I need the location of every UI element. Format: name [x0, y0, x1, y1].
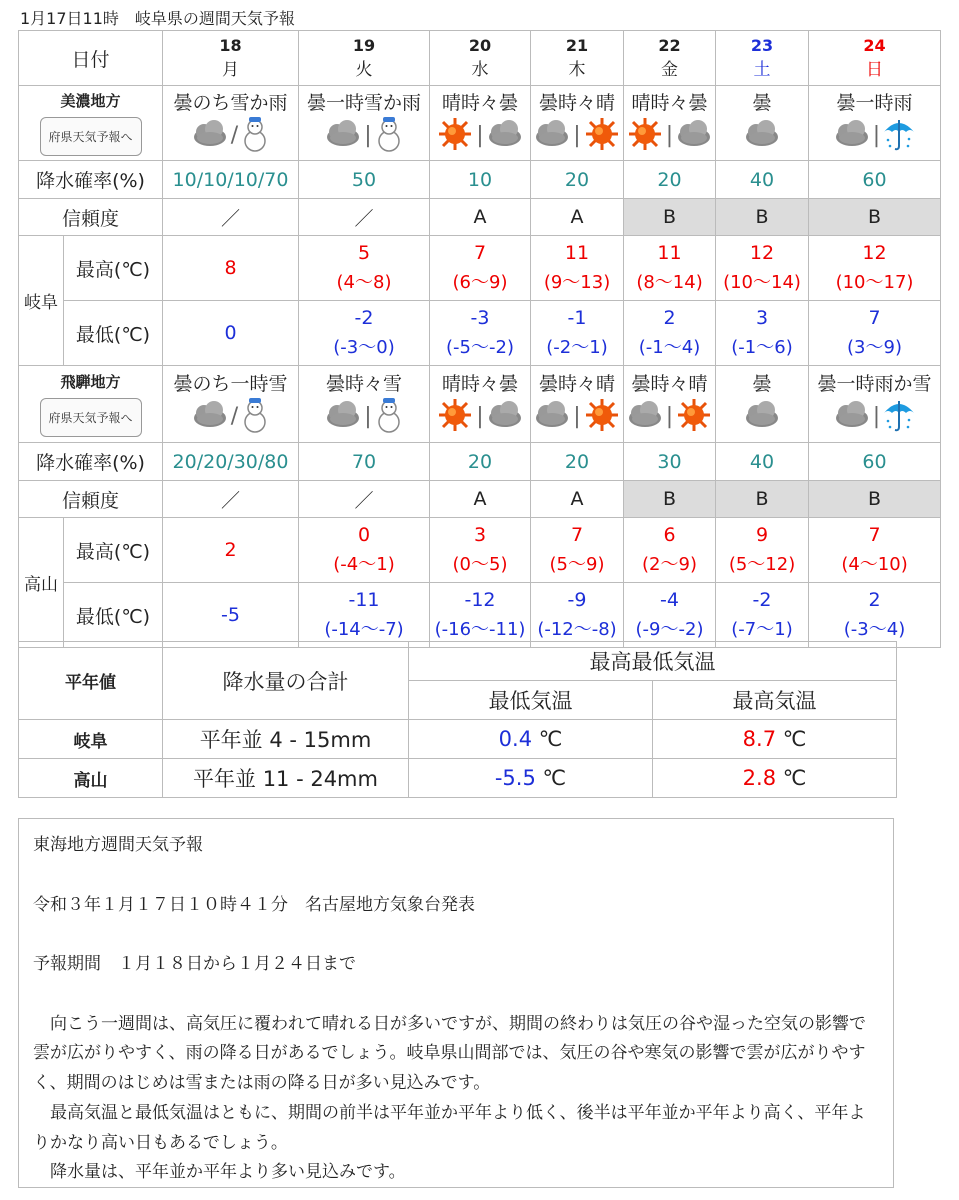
sun-icon [583, 117, 621, 156]
temp-value: 8 [224, 256, 237, 279]
temp-value: 7 [473, 242, 487, 265]
reliability-value: ／ [163, 199, 299, 236]
cloud-icon [191, 398, 229, 437]
reliability-value: B [716, 199, 809, 236]
temp-value: 5 [357, 242, 371, 265]
reliability-value: B [624, 481, 716, 518]
max-label: 最高(℃) [64, 518, 163, 583]
min-temp [163, 301, 299, 366]
temp-value: -1 [567, 307, 587, 330]
min-normal [409, 759, 653, 798]
cloud-icon [626, 398, 664, 437]
reliability-label: 信頼度 [19, 199, 163, 236]
mino-reliability-row [19, 199, 941, 236]
weather-cell: 晴時々曇 | [430, 366, 531, 443]
temp-header: 最高最低気温 [409, 642, 897, 681]
cloud-icon [324, 398, 362, 437]
pop-label: 降水確率(%) [19, 443, 163, 481]
temp-value: 6 [663, 524, 676, 547]
day-cell [716, 31, 809, 86]
max-temp [716, 518, 809, 583]
weather-cell: 晴時々曇 | [430, 86, 531, 161]
temp-value: -9 [567, 589, 587, 612]
cloud-icon [833, 117, 871, 156]
pref-forecast-button[interactable]: 府県天気予報へ [40, 398, 142, 437]
pop-value: 60 [809, 161, 941, 199]
day-number: 20 [468, 36, 492, 55]
cloud-icon [743, 117, 781, 156]
unit: ℃ [782, 766, 807, 790]
region-name: 美濃地方 [60, 92, 121, 110]
day-of-week: 日 [866, 60, 884, 80]
weather-text: 曇時々雪 [326, 372, 403, 395]
temp-range: (2～9) [642, 553, 697, 575]
weather-cell: 曇時々晴 | [531, 366, 624, 443]
reliability-value: A [531, 199, 624, 236]
unit: ℃ [538, 727, 563, 751]
pop-label: 降水確率(%) [19, 161, 163, 199]
date-row [19, 31, 941, 86]
weather-cell: 曇時々雪 | [299, 366, 430, 443]
temp-range: (-4～1) [333, 553, 395, 575]
forecast-paragraph: 最高気温と最低気温はともに、期間の前半は平年並か平年より低く、後半は平年並か平年より高く、平年よりかなり高い日もあるでしょう。 [33, 1102, 866, 1153]
min-temp [809, 583, 941, 648]
max-temp [624, 236, 716, 301]
weather-text: 曇のち雪か雨 [173, 91, 288, 114]
min-temp [624, 301, 716, 366]
region-name: 飛騨地方 [60, 373, 121, 391]
min-temp [531, 301, 624, 366]
temp-range: (4～8) [336, 271, 392, 293]
pop-value: 20/20/30/80 [163, 443, 299, 481]
page-title: 1月17日11時 岐阜県の週間天気予報 [20, 9, 295, 28]
min-temp [299, 301, 430, 366]
normals-label: 平年値 [19, 642, 163, 720]
day-number: 22 [658, 36, 681, 55]
cloud-icon [833, 398, 871, 437]
max-temp [531, 236, 624, 301]
weather-text: 曇一時雪か雨 [307, 91, 422, 114]
day-cell [430, 31, 531, 86]
temp-range: (-3～0) [333, 336, 395, 358]
max-temp [163, 236, 299, 301]
min-temp [716, 301, 809, 366]
temp-value: 0 [224, 321, 237, 344]
day-of-week: 火 [355, 60, 373, 80]
temp-range: (-14～-7) [324, 618, 404, 640]
pop-value: 20 [430, 443, 531, 481]
temp-range: (-16～-11) [434, 618, 526, 640]
pop-value: 50 [299, 161, 430, 199]
weather-cell: 曇時々晴 | [531, 86, 624, 161]
reliability-value: B [716, 481, 809, 518]
temp-range: (-1～6) [731, 336, 793, 358]
pop-value: 20 [531, 161, 624, 199]
temp-range: (3～9) [847, 336, 902, 358]
min-normal-value: -5.5 [494, 766, 536, 790]
weather-text: 曇 [752, 91, 772, 114]
pop-value: 40 [716, 161, 809, 199]
snowman-icon [374, 397, 404, 438]
temp-range: (6～9) [452, 271, 508, 293]
pref-forecast-button[interactable]: 府県天気予報へ [40, 117, 142, 156]
min-label: 最低(℃) [64, 583, 163, 648]
temp-range: (4～10) [841, 553, 908, 575]
temp-range: (-9～-2) [635, 618, 704, 640]
day-of-week: 月 [222, 60, 240, 80]
max-temp [624, 518, 716, 583]
temp-range: (-2～1) [546, 336, 608, 358]
max-temp [531, 518, 624, 583]
temp-value: -11 [348, 589, 380, 612]
temp-value: 2 [224, 538, 237, 561]
mino-weather-row [19, 86, 941, 161]
reliability-value: A [430, 199, 531, 236]
temp-value: 9 [755, 524, 769, 547]
temp-value: -2 [752, 589, 772, 612]
cloud-icon [675, 117, 713, 156]
temp-range: (-3～4) [843, 618, 906, 640]
weather-cell [716, 366, 809, 443]
station-name: 高山 [19, 759, 163, 798]
day-number: 21 [565, 36, 589, 55]
forecast-paragraph: 向こう一週間は、高気圧に覆われて晴れる日が多いですが、期間の終わりは気圧の谷や湿った空気の影響で雲が広がりやすく、雨の降る日があるでしょう。岐阜県山間部では、気圧の谷や寒気の影響で雲が広がりやすく、期間のはじめは雪または雨の降る日が多い見込みです。 [33, 1013, 866, 1093]
day-number: 23 [750, 36, 774, 55]
cloud-icon [191, 117, 229, 156]
weather-cell: 晴時々曇 | [624, 86, 716, 161]
temp-value: 7 [868, 524, 881, 547]
temp-value: 7 [868, 307, 881, 330]
city-gifu: 岐阜 [19, 236, 64, 366]
precip-normal: 平年並 11 - 24mm [163, 759, 409, 798]
max-temp [430, 518, 531, 583]
day-cell [163, 31, 299, 86]
cloud-icon [486, 117, 524, 156]
region-cell-mino [19, 86, 163, 161]
max-normal [653, 759, 897, 798]
cloud-icon [486, 398, 524, 437]
temp-value: -4 [660, 589, 679, 612]
min-temp [531, 583, 624, 648]
weather-text: 曇一時雨 [836, 91, 913, 114]
weather-text: 曇時々晴 [539, 91, 616, 114]
temp-value: 11 [564, 242, 590, 265]
reliability-value: B [624, 199, 716, 236]
weather-text: 曇のち一時雪 [173, 372, 288, 395]
day-number: 19 [352, 36, 376, 55]
pop-value: 10/10/10/70 [163, 161, 299, 199]
pop-value: 10 [430, 161, 531, 199]
reliability-value: ／ [299, 481, 430, 518]
pop-value: 20 [624, 161, 716, 199]
min-temp [624, 583, 716, 648]
unit: ℃ [782, 727, 807, 751]
snowman-icon [374, 116, 404, 157]
weather-cell: 曇のち雪か雨 / [163, 86, 299, 161]
temp-range: (9～13) [543, 271, 611, 293]
reliability-value: B [809, 199, 941, 236]
hida-weather-row [19, 366, 941, 443]
sun-icon [675, 398, 713, 437]
max-temp [809, 518, 941, 583]
weather-text: 晴時々曇 [442, 91, 519, 114]
day-cell [531, 31, 624, 86]
min-temp [163, 583, 299, 648]
reliability-value: A [430, 481, 531, 518]
weather-cell: 曇のち一時雪 / [163, 366, 299, 443]
forecast-issued: 令和３年１月１７日１０時４１分 名古屋地方気象台発表 [33, 894, 475, 915]
sun-icon [436, 117, 474, 156]
reliability-label: 信頼度 [19, 481, 163, 518]
temp-value: 11 [657, 242, 682, 265]
weather-text: 曇時々晴 [539, 372, 616, 395]
max-temp [299, 518, 430, 583]
min-temp [430, 301, 531, 366]
min-normal [409, 720, 653, 759]
day-of-week: 土 [753, 60, 771, 80]
snowman-icon [240, 397, 270, 438]
max-normal-value: 8.7 [742, 727, 777, 751]
station-name: 岐阜 [19, 720, 163, 759]
pop-value: 40 [716, 443, 809, 481]
date-label: 日付 [19, 31, 163, 86]
umbrella-icon [882, 116, 916, 157]
weather-cell [716, 86, 809, 161]
day-cell [809, 31, 941, 86]
pop-value: 20 [531, 443, 624, 481]
gifu-min-row [19, 301, 941, 366]
min-temp [299, 583, 430, 648]
pop-value: 30 [624, 443, 716, 481]
takayama-max-row [19, 518, 941, 583]
max-temp [716, 236, 809, 301]
takayama-min-row [19, 583, 941, 648]
normals-row-takayama [19, 759, 897, 798]
weather-cell: 曇一時雪か雨 | [299, 86, 430, 161]
pop-value: 60 [809, 443, 941, 481]
day-cell [299, 31, 430, 86]
hida-reliability-row [19, 481, 941, 518]
temp-range: (-12～-8) [537, 618, 617, 640]
city-takayama: 高山 [19, 518, 64, 648]
max-temp [430, 236, 531, 301]
sun-icon [436, 398, 474, 437]
temp-range: (10～14) [723, 271, 801, 293]
max-normal-value: 2.8 [742, 766, 777, 790]
weather-cell: 曇一時雨か雪 | [809, 366, 941, 443]
temp-range: (8～14) [636, 271, 703, 293]
max-temp [163, 518, 299, 583]
pop-value: 70 [299, 443, 430, 481]
max-label: 最高(℃) [64, 236, 163, 301]
day-of-week: 水 [471, 60, 489, 80]
weekly-forecast-table [18, 30, 941, 648]
temp-range: (10～17) [835, 271, 914, 293]
sun-icon [626, 117, 664, 156]
day-number: 18 [219, 36, 242, 55]
temp-range: (5～12) [728, 553, 796, 575]
forecast-text-box [18, 818, 894, 1188]
max-normal [653, 720, 897, 759]
precip-normal: 平年並 4 - 15mm [163, 720, 409, 759]
forecast-title: 東海地方週間天気予報 [33, 835, 203, 855]
temp-value: -3 [470, 307, 490, 330]
temp-value: 7 [570, 524, 584, 547]
min-temp [716, 583, 809, 648]
cloud-icon [533, 398, 571, 437]
temp-value: -2 [354, 307, 374, 330]
region-cell-hida [19, 366, 163, 443]
temp-value: 12 [862, 242, 887, 265]
temp-range: (0～5) [452, 553, 508, 575]
temp-value: 2 [663, 307, 676, 330]
temp-range: (-7～1) [731, 618, 793, 640]
min-label: 最低(℃) [64, 301, 163, 366]
min-temp [430, 583, 531, 648]
weather-text: 曇時々晴 [631, 372, 708, 395]
weather-text: 晴時々曇 [442, 372, 519, 395]
day-of-week: 金 [661, 60, 679, 80]
day-number: 24 [863, 36, 886, 55]
day-of-week: 木 [568, 60, 586, 80]
reliability-value: A [531, 481, 624, 518]
temp-value: 0 [357, 524, 371, 547]
temp-value: 3 [755, 307, 769, 330]
min-temp-header: 最低気温 [409, 681, 653, 720]
cloud-icon [324, 117, 362, 156]
mino-pop-row [19, 161, 941, 199]
hida-pop-row [19, 443, 941, 481]
weather-cell: 曇時々晴 | [624, 366, 716, 443]
weather-text: 曇 [752, 372, 772, 395]
cloud-icon [533, 117, 571, 156]
normals-row-gifu [19, 720, 897, 759]
snowman-icon [240, 116, 270, 157]
unit: ℃ [542, 766, 567, 790]
temp-value: -5 [221, 603, 240, 626]
cloud-icon [743, 398, 781, 437]
temp-value: -12 [464, 589, 496, 612]
day-cell [624, 31, 716, 86]
normals-table [18, 641, 897, 798]
max-temp-header: 最高気温 [653, 681, 897, 720]
temp-range: (-5～-2) [446, 336, 514, 358]
weather-cell: 曇一時雨 | [809, 86, 941, 161]
precip-header: 降水量の合計 [163, 642, 409, 720]
umbrella-icon [882, 397, 916, 438]
temp-range: (5～9) [549, 553, 605, 575]
forecast-period: 予報期間 １月１８日から１月２４日まで [33, 954, 356, 974]
temp-value: 12 [749, 242, 775, 265]
temp-value: 2 [868, 589, 881, 612]
reliability-value: ／ [163, 481, 299, 518]
max-temp [299, 236, 430, 301]
weather-text: 曇一時雨か雪 [817, 372, 932, 395]
weather-text: 晴時々曇 [631, 91, 708, 114]
forecast-paragraph: 降水量は、平年並か平年より多い見込みです。 [33, 1162, 406, 1183]
temp-value: 3 [473, 524, 487, 547]
max-temp [809, 236, 941, 301]
min-temp [809, 301, 941, 366]
temp-range: (-1～4) [638, 336, 701, 358]
gifu-max-row [19, 236, 941, 301]
reliability-value: B [809, 481, 941, 518]
sun-icon [583, 398, 621, 437]
reliability-value: ／ [299, 199, 430, 236]
min-normal-value: 0.4 [498, 727, 533, 751]
